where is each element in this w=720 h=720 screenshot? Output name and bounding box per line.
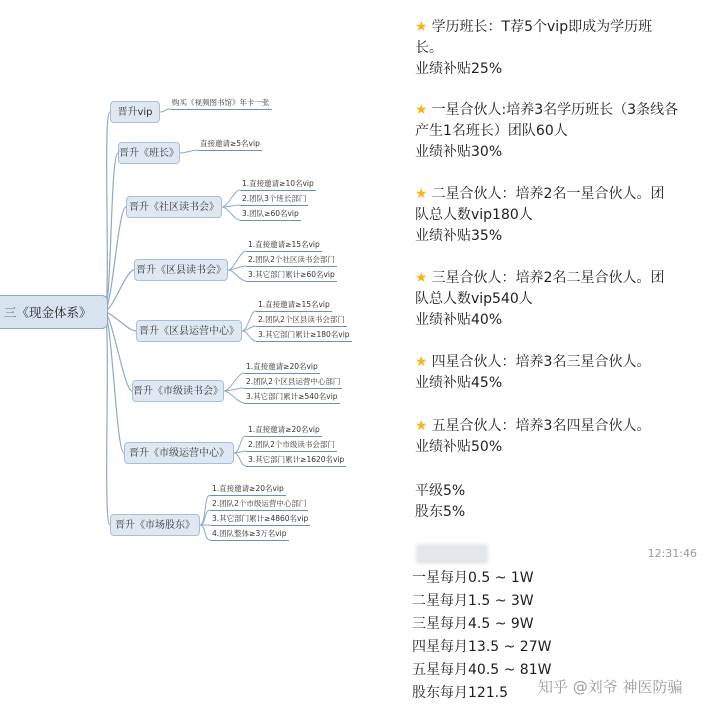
mind-map-leaf-link — [222, 207, 240, 220]
mind-map-leaf: 2.团队2个市级运营中心部门 — [210, 499, 308, 511]
star-icon: ★ — [415, 186, 428, 202]
mind-map-leaf: 1.直接邀请≥10名vip — [240, 179, 316, 191]
mind-map-leaf: 4.团队整体≥3万名vip — [210, 529, 289, 541]
watermark-text: 知乎 @刘爷 神医防骗 — [538, 678, 683, 696]
mind-map-leaf: 1.直接邀请≥15名vip — [246, 240, 322, 252]
mind-map-leaf: 2.团队2个区县读书会部门 — [256, 315, 347, 327]
peer-bonus-text: 平级5% — [415, 483, 466, 499]
mind-map-leaf: 1.直接邀请≥20名vip — [210, 484, 286, 496]
tier-block: ★ 三星合伙人：培养2名二星合伙人。团 队总人数vip540人 业绩补贴40% — [415, 270, 665, 328]
mind-map-branch-node: 晋升《市场股东》 — [110, 514, 200, 536]
mind-map-branch-node: 晋升《市级读书会》 — [132, 380, 224, 402]
mind-map-leaf: 3.其它部门累计≥1620名vip — [246, 455, 346, 467]
monthly-income-line: 二星每月1.5 ~ 3W — [412, 593, 534, 609]
monthly-income-line: 一星每月0.5 ~ 1W — [412, 570, 534, 586]
shareholder-bonus-text: 股东5% — [415, 504, 466, 520]
mind-map-leaf-link — [234, 436, 246, 453]
mind-map-branch-node: 晋升《区县读书会》 — [134, 259, 228, 281]
mind-map-leaf: 2.团队2个区县运营中心部门 — [244, 377, 342, 389]
mind-map-branch-node: 晋升《市级运营中心》 — [124, 442, 234, 464]
text-panel — [405, 0, 720, 720]
mind-map-branch-node: 晋升《区县运营中心》 — [136, 320, 242, 342]
star-icon: ★ — [415, 19, 428, 35]
mind-map-branch-node: 晋升《班长》 — [118, 142, 180, 164]
star-icon: ★ — [415, 270, 428, 286]
mind-map-root: 三《现金体系》 — [0, 295, 108, 329]
mind-map-leaf: 1.直接邀请≥20名vip — [244, 362, 320, 374]
chat-timestamp: 12:31:46 — [647, 547, 697, 560]
mind-map-leaf-link — [222, 190, 240, 207]
tier-block: ★ 学历班长：T荐5个vip即成为学历班 长。 业绩补贴25% — [415, 19, 653, 77]
mind-map-leaf-link — [200, 525, 210, 540]
mind-map-leaf: 3.其它部门累计≥60名vip — [246, 270, 337, 282]
mind-map-leaf: 2.团队3个班长部门 — [240, 194, 308, 206]
mind-map-link — [104, 312, 110, 525]
tier-block: ★ 二星合伙人：培养2名一星合伙人。团 队总人数vip180人 业绩补贴35% — [415, 186, 665, 244]
mind-map-leaf: 1.直接邀请≥20名vip — [246, 425, 322, 437]
mind-map-leaf: 3.其它部门累计≥180名vip — [256, 330, 352, 342]
tier-block: ★ 四星合伙人：培养3名三星合伙人。 业绩补贴45% — [415, 354, 651, 391]
star-icon: ★ — [415, 102, 428, 118]
mind-map-leaf-link — [224, 391, 244, 403]
mind-map-leaf: 3.其它部门累计≥540名vip — [244, 392, 340, 404]
mind-map-leaf: 3.其它部门累计≥4860名vip — [210, 514, 310, 526]
monthly-income-line: 股东每月121.5 — [412, 685, 509, 701]
mind-map-leaf: 3.团队≥60名vip — [240, 209, 301, 221]
tier-block: ★ 五星合伙人：培养3名四星合伙人。 业绩补贴50% — [415, 418, 651, 455]
mind-map-leaf: 2.团队2个市级读书会部门 — [246, 440, 337, 452]
mind-map-leaf: 直接邀请≥5名vip — [198, 139, 262, 151]
chat-header — [410, 541, 715, 569]
blurred-sender-name — [416, 544, 488, 564]
mind-map-leaf: 1.直接邀请≥15名vip — [256, 300, 332, 312]
mind-map-leaf-link — [242, 326, 256, 331]
mind-map-leaf: 2.团队2个社区读书会部门 — [246, 255, 337, 267]
monthly-income-line: 三星每月4.5 ~ 9W — [412, 616, 534, 632]
star-icon: ★ — [415, 418, 428, 434]
monthly-income-line: 五星每月40.5 ~ 81W — [412, 662, 552, 678]
mind-map-leaf-link — [160, 109, 170, 112]
star-icon: ★ — [415, 354, 428, 370]
mind-map-leaf-link — [234, 453, 246, 466]
monthly-income-line: 四星每月13.5 ~ 27W — [412, 639, 552, 655]
mind-map-leaf-link — [180, 150, 198, 153]
mind-map-leaf-link — [228, 270, 246, 281]
mind-map-leaf-link — [228, 251, 246, 270]
tier-block: ★ 一星合伙人:培养3名学历班长（3条线各 产生1名班长）团队60人 业绩补贴30% — [415, 102, 679, 160]
mind-map-leaf: 购买《视频图书馆》年卡一张 — [170, 98, 272, 110]
mind-map-branch-node: 晋升vip — [110, 101, 160, 123]
mind-map-leaf-link — [242, 331, 256, 341]
mind-map-branch-node: 晋升《社区读书会》 — [126, 196, 222, 218]
